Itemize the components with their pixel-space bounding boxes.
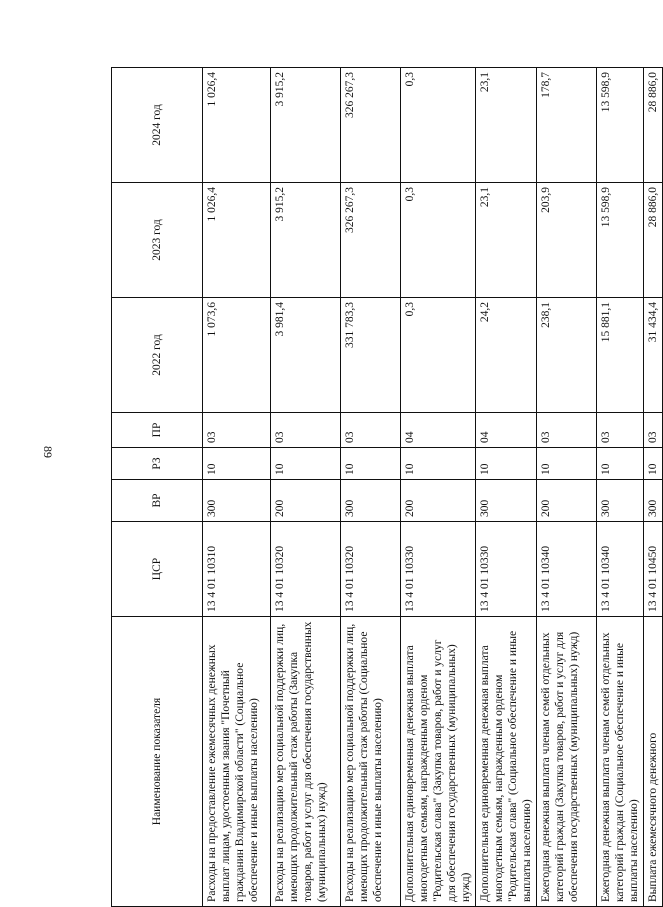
cell-rz: 10 [644, 448, 663, 480]
cell-2023: 326 267,3 [341, 183, 401, 298]
cell-pr: 04 [476, 413, 537, 448]
cell-name: Выплата ежемесячного денежного [644, 617, 663, 907]
cell-2023: 203,9 [537, 183, 597, 298]
cell-csr: 13 4 01 10310 [203, 522, 271, 617]
cell-name: Расходы на реализацию мер социальной поддержки лиц, имеющих продолжительный стаж работы (Социальное обеспечение и иные выплаты населению) [341, 617, 401, 907]
cell-2022: 238,1 [537, 298, 597, 413]
cell-2022: 3 981,4 [271, 298, 341, 413]
cell-2024: 23,1 [476, 68, 537, 183]
cell-2023: 3 915,2 [271, 183, 341, 298]
cell-2023: 0,3 [401, 183, 476, 298]
cell-csr: 13 4 01 10320 [271, 522, 341, 617]
table-header-row [112, 68, 203, 907]
cell-2022: 0,3 [401, 298, 476, 413]
cell-rz: 10 [537, 448, 597, 480]
cell-csr: 13 4 01 10330 [401, 522, 476, 617]
cell-2024: 178,7 [537, 68, 597, 183]
cell-2022: 24,2 [476, 298, 537, 413]
cell-vr: 300 [341, 480, 401, 522]
cell-2022: 31 434,4 [644, 298, 663, 413]
cell-rz: 10 [476, 448, 537, 480]
cell-csr: 13 4 01 10340 [537, 522, 597, 617]
cell-2024: 0,3 [401, 68, 476, 183]
cell-pr: 04 [401, 413, 476, 448]
cell-rz: 10 [597, 448, 644, 480]
table-row [203, 68, 271, 907]
table-row [537, 68, 597, 907]
budget-table [111, 67, 663, 907]
cell-rz: 10 [203, 448, 271, 480]
cell-2022: 331 783,3 [341, 298, 401, 413]
cell-name: Дополнительная единовременная денежная выплата многодетным семьям, награжденным орденом "Родительская слава" (Закупка товаров, работ и услуг для обеспечения государственных (муниципальных) нужд) [401, 617, 476, 907]
cell-vr: 300 [597, 480, 644, 522]
cell-2023: 28 886,0 [644, 183, 663, 298]
cell-2024: 28 886,0 [644, 68, 663, 183]
cell-2022: 1 073,6 [203, 298, 271, 413]
cell-pr: 03 [537, 413, 597, 448]
cell-pr: 03 [271, 413, 341, 448]
cell-pr: 03 [341, 413, 401, 448]
cell-rz: 10 [341, 448, 401, 480]
table-row [476, 68, 537, 907]
cell-csr: 13 4 01 10450 [644, 522, 663, 617]
table-row [401, 68, 476, 907]
header-rz: РЗ [112, 448, 203, 480]
cell-name: Расходы на реализацию мер социальной поддержки лиц, имеющих продолжительный стаж работы (Закупка товаров, работ и услуг для обеспечения государственных (муниципальных) нужд) [271, 617, 341, 907]
cell-pr: 03 [597, 413, 644, 448]
cell-csr: 13 4 01 10330 [476, 522, 537, 617]
cell-csr: 13 4 01 10340 [597, 522, 644, 617]
cell-name: Ежегодная денежная выплата членам семей отдельных категорий граждан (Закупка товаров, работ и услуг для обеспечения государственных (муниципальных) нужд) [537, 617, 597, 907]
cell-2022: 15 881,1 [597, 298, 644, 413]
cell-2024: 1 026,4 [203, 68, 271, 183]
cell-vr: 300 [644, 480, 663, 522]
cell-name: Ежегодная денежная выплата членам семей отдельных категорий граждан (Социальное обеспечение и иные выплаты населению) [597, 617, 644, 907]
table-row [644, 68, 663, 907]
header-pr: ПР [112, 413, 203, 448]
header-2023: 2023 год [112, 183, 203, 298]
table-row [597, 68, 644, 907]
header-2022: 2022 год [112, 298, 203, 413]
table-row [341, 68, 401, 907]
cell-pr: 03 [203, 413, 271, 448]
cell-name: Расходы на предоставление ежемесячных денежных выплат лицам, удостоенным звания "Почетный гражданин Владимирской области" (Социальное обеспечение и иные выплаты населению) [203, 617, 271, 907]
cell-csr: 13 4 01 10320 [341, 522, 401, 617]
cell-vr: 200 [537, 480, 597, 522]
cell-vr: 300 [203, 480, 271, 522]
header-vr: ВР [112, 480, 203, 522]
table-row [271, 68, 341, 907]
cell-2024: 13 598,9 [597, 68, 644, 183]
cell-pr: 03 [644, 413, 663, 448]
cell-2024: 326 267,3 [341, 68, 401, 183]
cell-2023: 1 026,4 [203, 183, 271, 298]
cell-rz: 10 [401, 448, 476, 480]
page-number: 89 [41, 446, 55, 458]
header-csr: ЦСР [112, 522, 203, 617]
cell-vr: 200 [271, 480, 341, 522]
cell-rz: 10 [271, 448, 341, 480]
cell-vr: 300 [476, 480, 537, 522]
cell-vr: 200 [401, 480, 476, 522]
header-name: Наименование показателя [112, 617, 203, 907]
cell-2023: 23,1 [476, 183, 537, 298]
rotated-table-wrapper [111, 68, 659, 907]
cell-2024: 3 915,2 [271, 68, 341, 183]
cell-name: Дополнительная единовременная денежная выплата многодетным семьям, награжденным орденом "Родительская слава" (Социальное обеспечение и иные выплаты населению) [476, 617, 537, 907]
cell-2023: 13 598,9 [597, 183, 644, 298]
header-2024: 2024 год [112, 68, 203, 183]
